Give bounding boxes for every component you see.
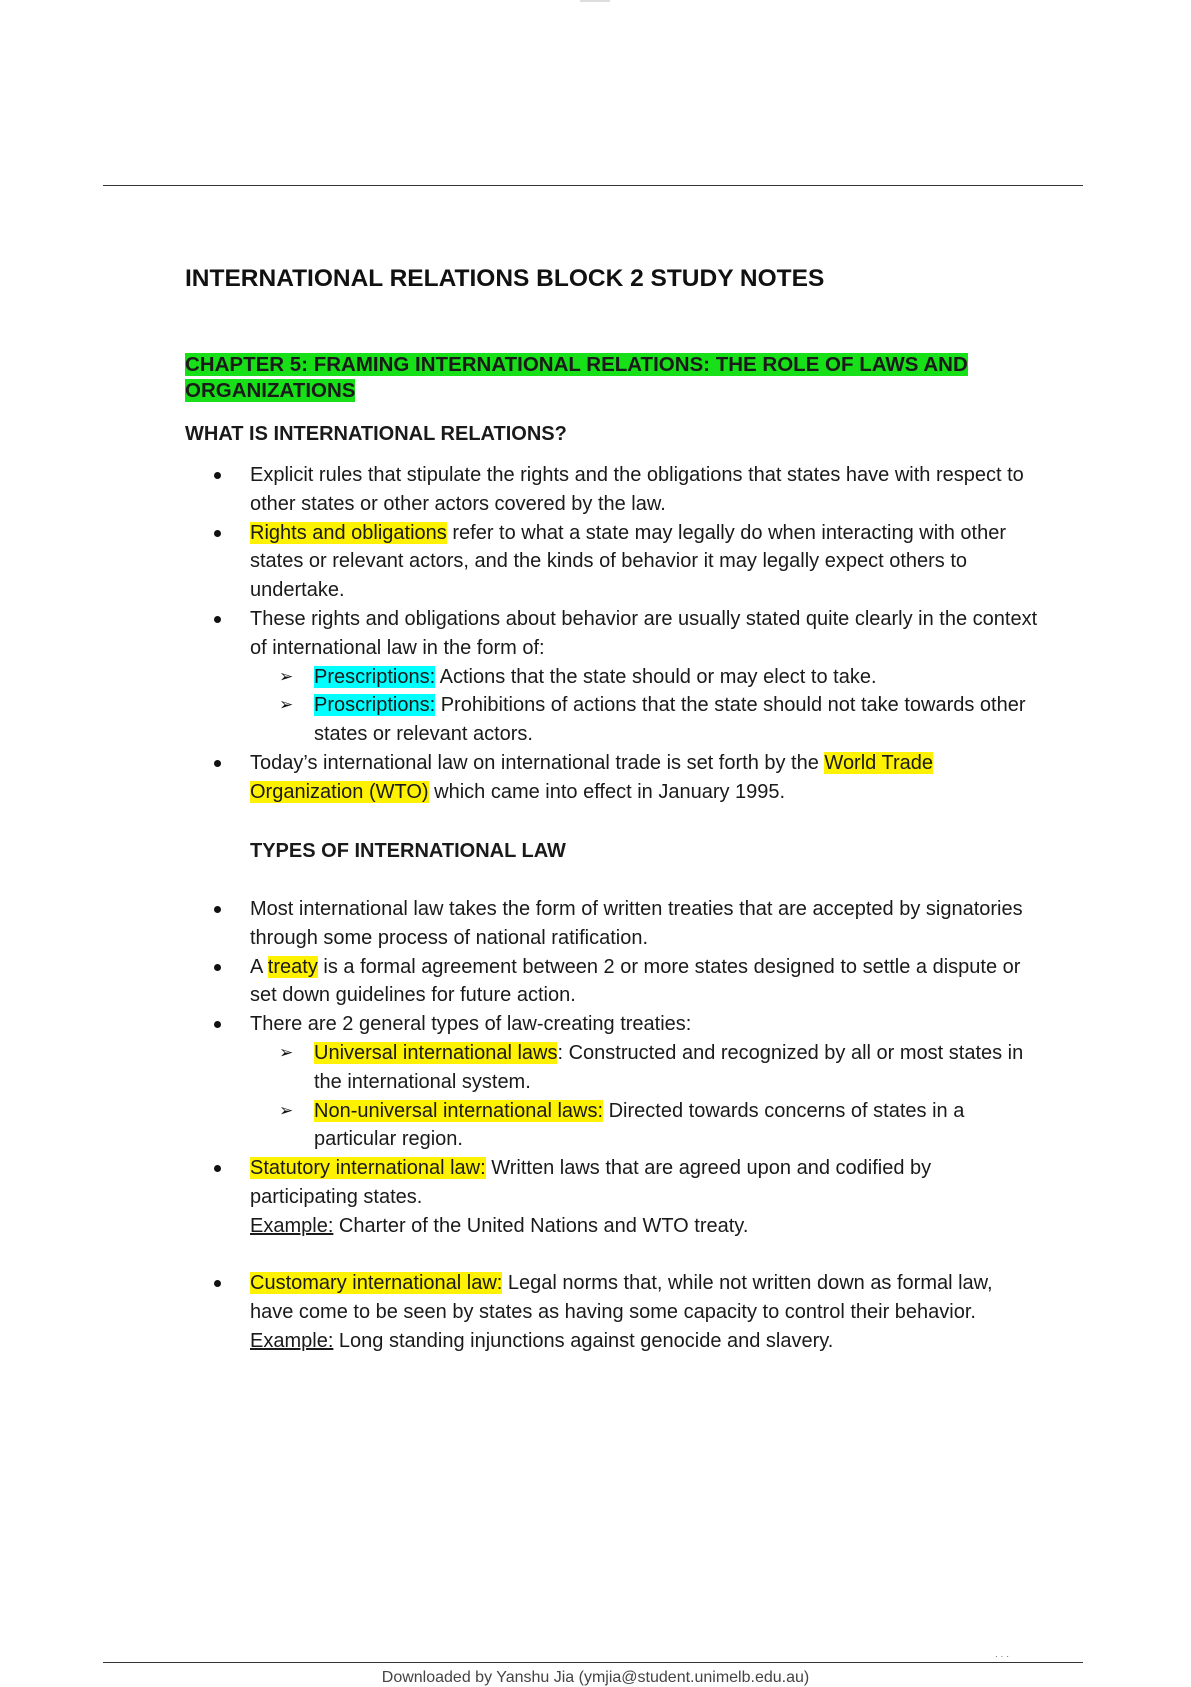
highlight-term: Prescriptions:: [314, 665, 436, 688]
bullet-icon: [214, 760, 221, 767]
arrow-bullet-icon: ➢: [279, 1042, 294, 1062]
chapter-heading-line-1: CHAPTER 5: FRAMING INTERNATIONAL RELATIONS: THE ROLE OF LAWS AND: [185, 353, 968, 376]
bullet-icon: [214, 530, 221, 537]
list-item: These rights and obligations about behavior are usually stated quite clearly in the context of international law in the form of: ➢ Prescriptions: Actions that the state should or may elect to take. ➢ Proscriptions: Prohibitions of actions that the state should not take towards other states or relevant actors.: [0, 605, 1040, 749]
sub-list-item: ➢ Universal international laws: Constructed and recognized by all or most states in the international system.: [250, 1039, 1044, 1097]
bullet-icon: [214, 1280, 221, 1287]
list-item: Rights and obligations refer to what a state may legally do when interacting with other states or relevant actors, and the kinds of behavior it may legally expect others to undertake.: [0, 519, 1040, 605]
bullet-icon: [214, 616, 221, 623]
page-number-mark: ···: [995, 1652, 1012, 1661]
bullet-icon: [214, 472, 221, 479]
bullet-icon: [214, 906, 221, 913]
list-item: A treaty is a formal agreement between 2 or more states designed to settle a dispute or set down guidelines for future action.: [0, 953, 1040, 1011]
highlight-term: Statutory international law:: [250, 1157, 486, 1180]
download-footer: Downloaded by Yanshu Jia (ymjia@student.unimelb.edu.au): [381, 1669, 810, 1686]
highlight-term: Non-universal international laws:: [314, 1099, 604, 1122]
chapter-heading-line-2: ORGANIZATIONS: [185, 379, 356, 402]
section2-bullet-list: [0, 895, 1191, 1356]
highlight-term: Universal international laws: [314, 1041, 558, 1064]
example-label: Example:: [250, 1214, 334, 1237]
section-heading-what-is-ir: WHAT IS INTERNATIONAL RELATIONS?: [185, 423, 567, 445]
list-item: Today’s international law on international trade is set forth by the World Trade Organization (WTO) which came into effect in January 1995.: [0, 749, 1040, 807]
bullet-icon: [214, 1021, 221, 1028]
document-title: INTERNATIONAL RELATIONS BLOCK 2 STUDY NOTES: [185, 265, 825, 292]
chapter-heading: [185, 352, 1035, 404]
sub-list-item: ➢ Proscriptions: Prohibitions of actions that the state should not take towards other states or relevant actors.: [250, 691, 1044, 749]
list-item: There are 2 general types of law-creating treaties: ➢ Universal international laws: Constructed and recognized by all or most states in the international system. ➢ Non-universal international laws: Directed towards concerns of states in a particular region.: [0, 1010, 1040, 1154]
highlight-term: Proscriptions:: [314, 694, 436, 717]
sub-list-item: ➢ Non-universal international laws: Directed towards concerns of states in a particular region.: [250, 1097, 1044, 1155]
footer-rule: [103, 1662, 1083, 1663]
sub-list: [250, 1039, 1040, 1154]
sub-list: [250, 663, 1040, 749]
example-label: Example:: [250, 1329, 334, 1352]
list-item: Customary international law: Legal norms that, while not written down as formal law, have come to be seen by states as having some capacity to control their behavior. Example: Long standing injunctions against genocide and slavery.: [0, 1269, 1040, 1355]
bullet-icon: [214, 1165, 221, 1172]
arrow-bullet-icon: ➢: [279, 666, 294, 686]
highlight-term: Customary international law:: [250, 1272, 503, 1295]
section-heading-types-of-law: TYPES OF INTERNATIONAL LAW: [250, 840, 566, 862]
section1-bullet-list: [0, 461, 1191, 807]
list-item: Most international law takes the form of written treaties that are accepted by signatories through some process of national ratification.: [0, 895, 1040, 953]
list-item: Explicit rules that stipulate the rights and the obligations that states have with respect to other states or other actors covered by the law.: [0, 461, 1040, 519]
header-rule: [103, 185, 1083, 186]
sub-list-item: ➢ Prescriptions: Actions that the state should or may elect to take.: [250, 663, 1044, 692]
header-mark: [580, 0, 610, 2]
highlight-term: Rights and obligations: [250, 521, 447, 544]
arrow-bullet-icon: ➢: [279, 695, 294, 715]
highlight-term: World Trade Organization (WTO): [250, 751, 933, 803]
arrow-bullet-icon: ➢: [279, 1100, 294, 1120]
bullet-icon: [214, 964, 221, 971]
highlight-term: treaty: [267, 955, 318, 978]
list-item: Statutory international law: Written laws that are agreed upon and codified by participating states. Example: Charter of the United Nations and WTO treaty.: [0, 1154, 1040, 1240]
